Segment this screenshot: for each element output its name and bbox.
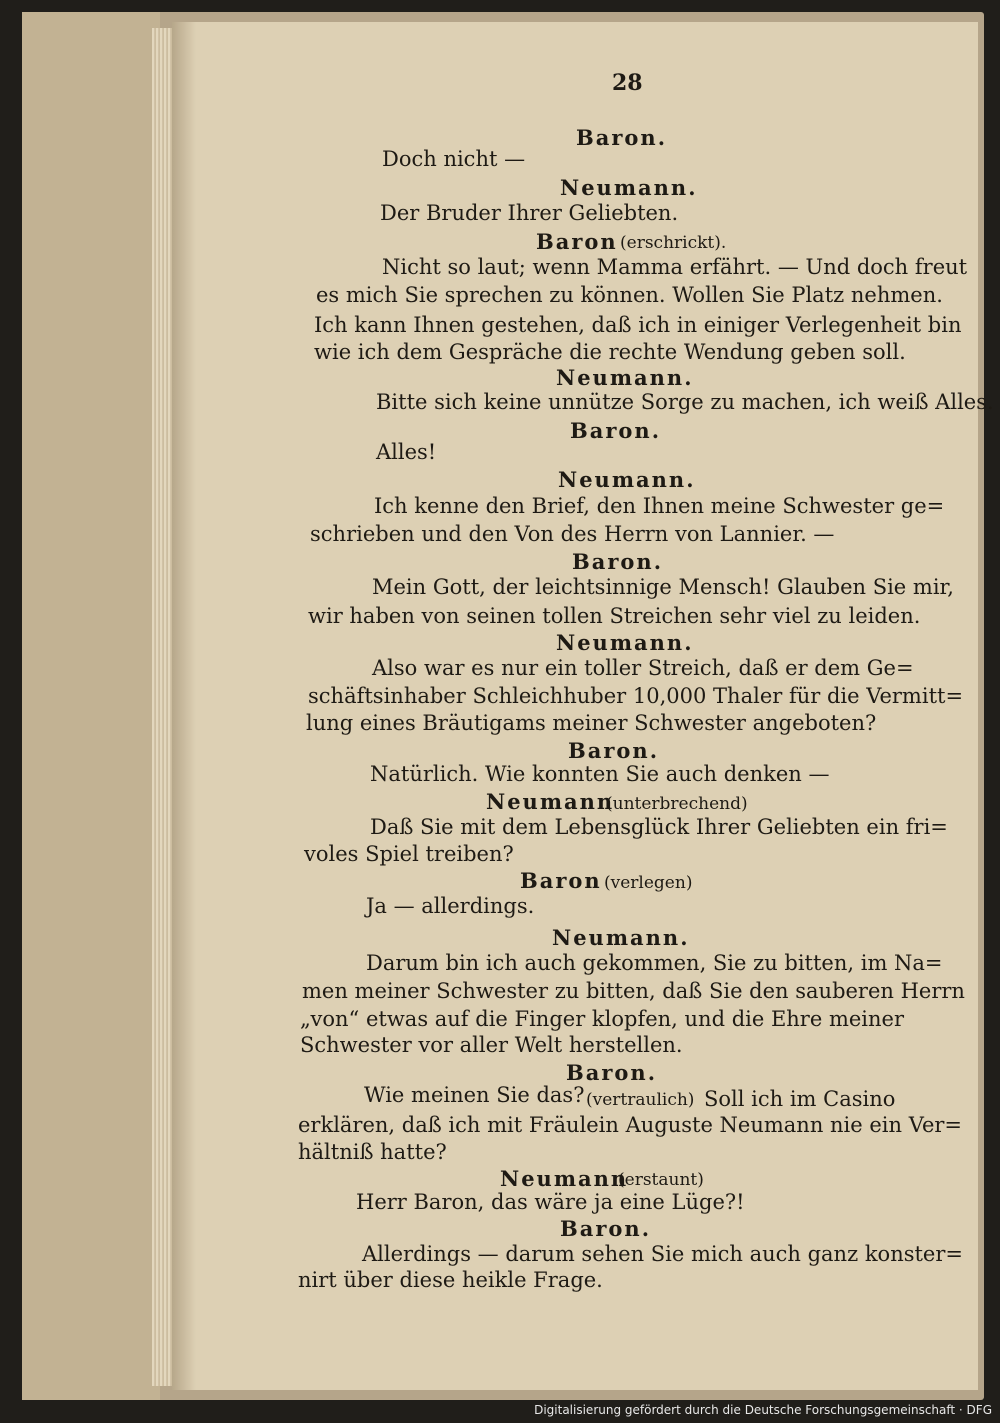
text-line: Ja — allerdings. (366, 894, 535, 918)
speaker-label: Baron (536, 229, 618, 254)
text-line: men meiner Schwester zu bitten, daß Sie den sauberen Herrn (302, 979, 965, 1003)
text-line: Schwester vor aller Welt herstellen. (300, 1033, 683, 1057)
text-line: hältniß hatte? (298, 1140, 447, 1164)
text-line: Alles! (376, 440, 437, 464)
text-line: Daß Sie mit dem Lebensglück Ihrer Geliebten ein fri= (370, 815, 948, 839)
speaker-label: Neumann. (556, 365, 694, 390)
text-line: Herr Baron, das wäre ja eine Lüge?! (356, 1190, 745, 1214)
text-line: wie ich dem Gespräche die rechte Wendung geben soll. (314, 340, 906, 364)
text-line: „von“ etwas auf die Finger klopfen, und die Ehre meiner (300, 1007, 904, 1031)
speaker-label: Baron. (568, 738, 660, 763)
stage-direction: (erschrickt). (620, 233, 727, 253)
text-line: Wie meinen Sie das? (364, 1083, 585, 1107)
speaker-label: Neumann. (560, 175, 698, 200)
digitization-credit: Digitalisierung gefördert durch die Deutsche Forschungsgemeinschaft · DFG (534, 1403, 992, 1417)
speaker-label: Baron. (576, 125, 668, 150)
speaker-label: Neumann (500, 1166, 629, 1191)
text-line: Der Bruder Ihrer Geliebten. (380, 201, 679, 225)
text-line: schrieben und den Von des Herrn von Lannier. — (310, 522, 835, 546)
speaker-label: Baron (520, 868, 602, 893)
gutter-shadow (172, 22, 196, 1390)
cover-left-panel (22, 12, 160, 1400)
text-line: voles Spiel treiben? (304, 842, 514, 866)
text-line: nirt über diese heikle Frage. (298, 1268, 603, 1292)
stage-direction: (verlegen) (604, 873, 693, 893)
text-line: Ich kenne den Brief, den Ihnen meine Schwester ge= (374, 494, 945, 518)
text-line: Mein Gott, der leichtsinnige Mensch! Glauben Sie mir, (372, 575, 954, 599)
speaker-label: Neumann. (552, 925, 690, 950)
text-line: Natürlich. Wie konnten Sie auch denken — (370, 762, 830, 786)
speaker-label: Baron. (566, 1060, 658, 1085)
text-line: Also war es nur ein toller Streich, daß er dem Ge= (372, 656, 914, 680)
text-line: Ich kann Ihnen gestehen, daß ich in einiger Verlegenheit bin (314, 313, 962, 337)
page-number: 28 (612, 70, 643, 96)
text-line: Bitte sich keine unnütze Sorge zu machen, ich weiß Alles. (376, 390, 994, 414)
speaker-label: Neumann. (558, 467, 696, 492)
text-line: Soll ich im Casino (704, 1087, 896, 1111)
text-line: Allerdings — darum sehen Sie mich auch ganz konster= (362, 1242, 963, 1266)
text-line: schäftsinhaber Schleichhuber 10,000 Thaler für die Vermitt= (308, 684, 964, 708)
text-line: wir haben von seinen tollen Streichen sehr viel zu leiden. (308, 604, 921, 628)
speaker-label: Neumann (486, 789, 615, 814)
stage-direction: (erstaunt) (618, 1170, 704, 1190)
stage-direction: (vertraulich) (586, 1090, 695, 1110)
speaker-label: Neumann. (556, 630, 694, 655)
text-line: es mich Sie sprechen zu können. Wollen Sie Platz nehmen. (316, 283, 943, 307)
speaker-label: Baron. (572, 549, 664, 574)
text-line: Nicht so laut; wenn Mamma erfährt. — Und doch freut (382, 255, 968, 279)
page-edges (152, 28, 174, 1386)
text-line: erklären, daß ich mit Fräulein Auguste Neumann nie ein Ver= (298, 1113, 963, 1137)
stage-direction: (unterbrechend) (606, 794, 748, 814)
speaker-label: Baron. (570, 418, 662, 443)
text-line: Darum bin ich auch gekommen, Sie zu bitten, im Na= (366, 951, 943, 975)
text-line: lung eines Bräutigams meiner Schwester angeboten? (306, 711, 877, 735)
speaker-label: Baron. (560, 1216, 652, 1241)
text-line: Doch nicht — (382, 147, 526, 171)
